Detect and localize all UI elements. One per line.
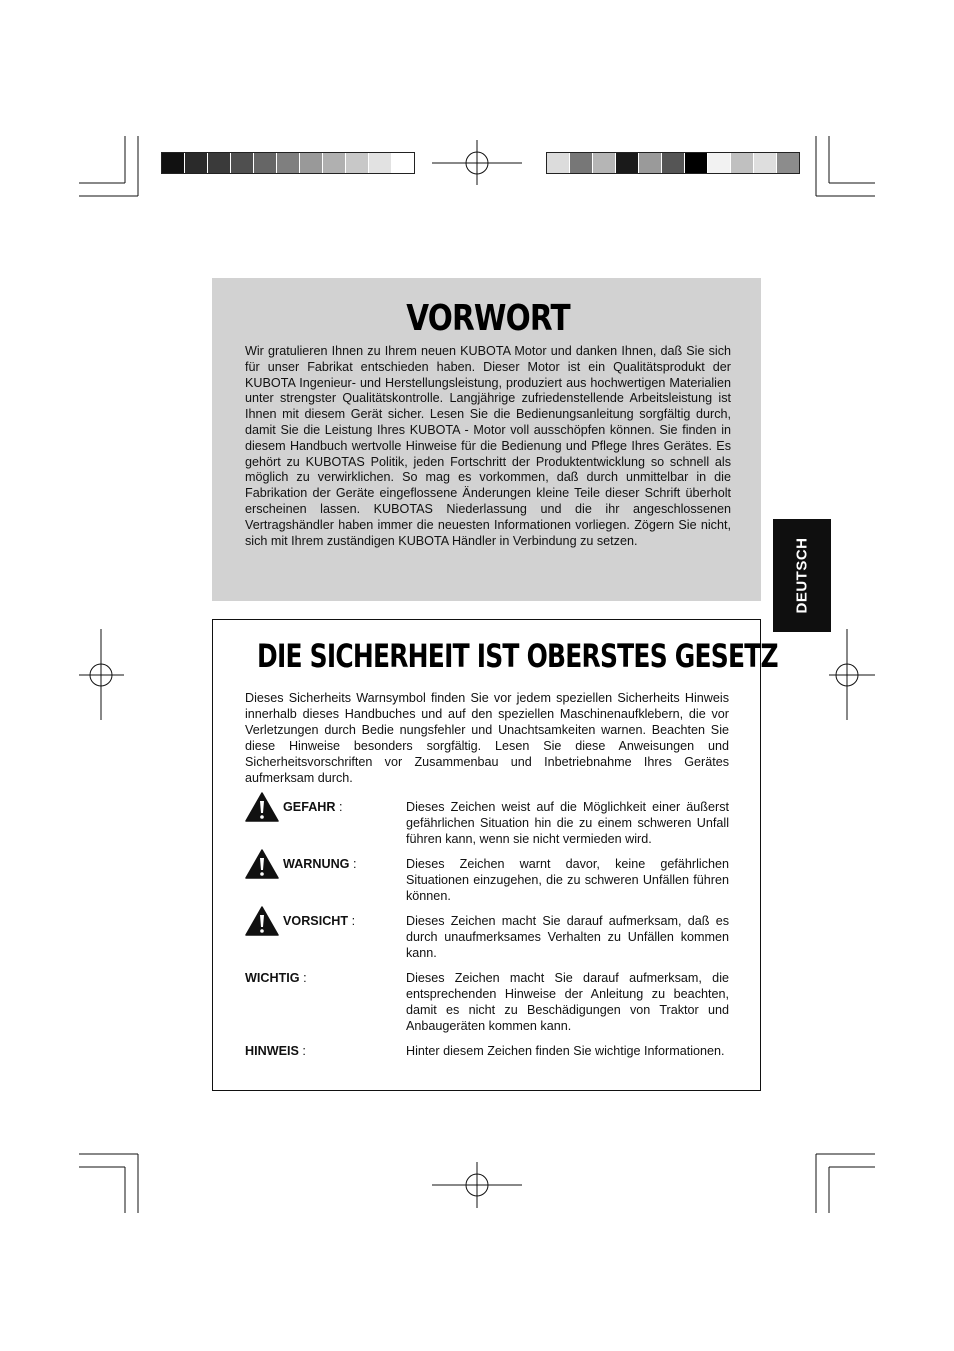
- language-tab: [773, 519, 831, 632]
- color-swatch: [777, 153, 799, 173]
- color-bar-right: [546, 152, 800, 174]
- definition-list: [245, 799, 729, 1059]
- color-swatch: [208, 153, 231, 173]
- color-swatch: [570, 153, 593, 173]
- definition-text: Dieses Zeichen weist auf die Möglichkeit einer äußerst gefährlichen Situation hin die zu einem schweren Unfall führen kann, wenn sie nicht vermieden wird.: [406, 799, 729, 846]
- color-swatch: [231, 153, 254, 173]
- color-swatch: [639, 153, 662, 173]
- term-label: VORSICHT: [283, 913, 349, 928]
- definition-text: Dieses Zeichen warnt davor, keine gefährlichen Situationen einzugehen, die zu schweren Unfällen führen können.: [406, 856, 729, 903]
- color-bar-left: [161, 152, 415, 174]
- registration-mark-top: [432, 140, 522, 185]
- definition-row: [245, 970, 729, 1034]
- definition-term: [245, 849, 406, 904]
- preface-text: Wir gratulieren Ihnen zu Ihrem neuen KUBOTA Motor und danken Ihnen, daß Sie sich für unser Fabrikat entschieden haben. Dieser Motor ist ein Qualitätsprodukt der KUBOTA Ingenieur- und Herstellungsleistung, produziert aus hochwertigen Materialien unter strengster Qualitätskontrolle. Langjährige zufriedenstellende Arbeitsleistung ist Ihnen mit diesem Gerät sicher. Lesen Sie die Bedienungsanleitung sorgfältig durch, damit Sie die Leistung Ihres KUBOTA - Motor voll ausschöpfen können. Sie finden in diesem Handbuch wertvolle Hinweise für die Bedienung und Pflege Ihres Gerätes. Es gehört zu KUBOTAS Politik, jeden Fortschritt der Produktentwicklung so schnell als möglich zu verwirklichen. So mag es vorkommen, daß durch unmittelbar in die Fabrikation der Geräte eingeflossene Änderungen kleine Teile dieser Schrift überholt erscheinen lassen. KUBOTAS Niederlassung und die ihr angeschlossenen Vertragshändler haben immer die neuesten Informationen vorliegen. Zögern Sie nicht, sich mit Ihrem zuständigen KUBOTA Händler in Verbindung zu setzen.: [245, 344, 731, 548]
- registration-mark-left: [79, 629, 124, 720]
- color-swatch: [300, 153, 323, 173]
- term-label: WARNUNG: [283, 856, 350, 871]
- term-separator: :: [349, 856, 357, 871]
- color-swatch: [685, 153, 708, 173]
- definition-text: Hinter diesem Zeichen finden Sie wichtige Informationen.: [406, 1043, 725, 1058]
- color-swatch: [547, 153, 570, 173]
- warning-triangle-icon: [245, 906, 279, 936]
- color-swatch: [323, 153, 346, 173]
- term-separator: :: [298, 1043, 306, 1058]
- safety-intro: Dieses Sicherheits Warnsymbol finden Sie vor jedem speziellen Sicherheits Hinweis innerhalb dieses Handbuches und auf den speziellen Maschinenaufklebern, die vor Verletzungen durch Bedie nungsfehler und Unachtsamkeiten warnen. Beachten Sie diese Hinweise besonders sorgfältig. Lesen Sie diese Anweisungen und Sicherheitsvorschriften vor Zusammenbau und Inbetriebnahme Ihres Gerätes aufmerksam durch.: [245, 691, 729, 785]
- definition-row: [245, 799, 729, 847]
- color-swatch: [708, 153, 731, 173]
- term-label: HINWEIS: [245, 1043, 299, 1058]
- definition-row: [245, 913, 729, 961]
- color-swatch: [162, 153, 185, 173]
- color-swatch: [277, 153, 300, 173]
- registration-mark-bottom: [432, 1162, 522, 1208]
- color-swatch: [254, 153, 277, 173]
- safety-box: [212, 619, 778, 1091]
- color-swatch: [662, 153, 685, 173]
- definition-term: [245, 906, 406, 961]
- color-swatch: [731, 153, 754, 173]
- term-label: GEFAHR: [283, 799, 336, 814]
- term-separator: :: [299, 970, 307, 985]
- color-swatch: [392, 153, 414, 173]
- color-swatch: [754, 153, 777, 173]
- term-separator: :: [348, 913, 356, 928]
- warning-triangle-icon: [245, 792, 279, 822]
- definition-row: [245, 856, 729, 904]
- definition-text: Dieses Zeichen macht Sie darauf aufmerksam, die entsprechenden Hinweise der Anleitung zu beachten, damit es nicht zu Beschädigungen von Traktor und Anbaugeräten kommen kann.: [406, 970, 729, 1033]
- registration-mark-right: [829, 629, 875, 720]
- warning-triangle-icon: [245, 849, 279, 879]
- term-label: WICHTIG: [245, 970, 300, 985]
- language-tab-label: DEUTSCH: [793, 537, 811, 614]
- safety-title: DIE SICHERHEIT IST OBERSTES GESETZ: [257, 637, 778, 675]
- preface-title: VORWORT: [406, 298, 570, 339]
- definition-text: Dieses Zeichen macht Sie darauf aufmerksam, daß es durch unaufmerksames Verhalten zu Unfällen kommen kann.: [406, 913, 729, 960]
- preface-panel: [212, 278, 761, 601]
- color-swatch: [593, 153, 616, 173]
- definition-term: [245, 1043, 406, 1059]
- safety-header: [245, 630, 778, 682]
- definition-term: [245, 970, 406, 1034]
- color-swatch: [346, 153, 369, 173]
- color-swatch: [616, 153, 639, 173]
- color-swatch: [369, 153, 392, 173]
- definition-term: [245, 792, 406, 847]
- term-separator: :: [335, 799, 343, 814]
- definition-row: [245, 1043, 729, 1059]
- color-swatch: [185, 153, 208, 173]
